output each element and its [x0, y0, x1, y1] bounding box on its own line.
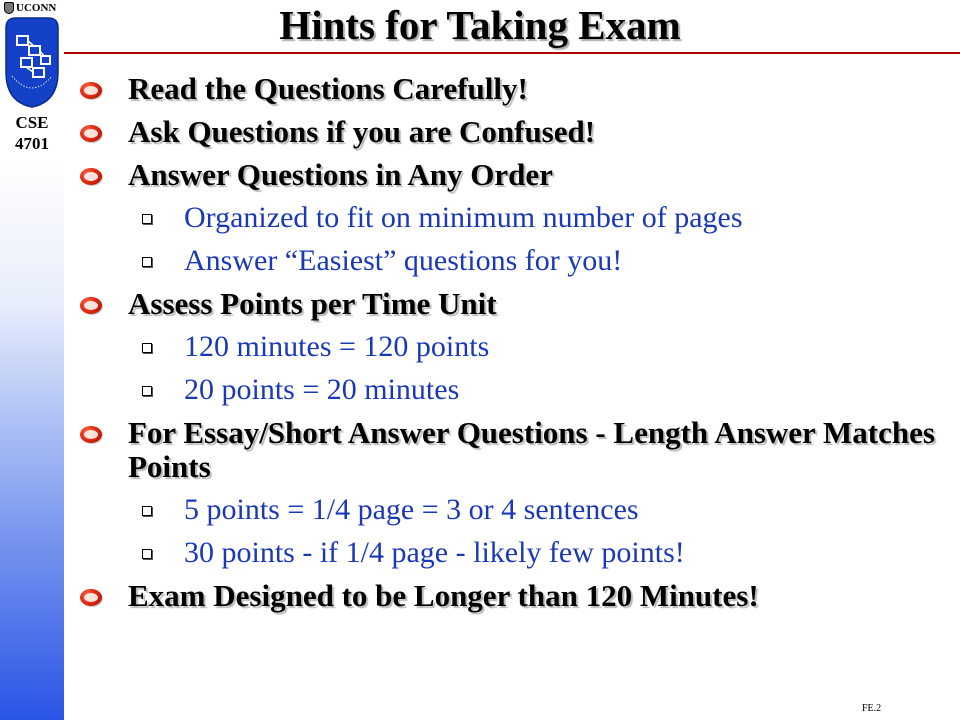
sub-bullet-item — [76, 373, 946, 407]
bullet-item — [76, 72, 946, 106]
round-bullet-icon — [80, 125, 102, 142]
bullet-text: Read the Questions Carefully! — [128, 71, 528, 106]
sub-bullet-text: Answer “Easiest” questions for you! — [184, 244, 623, 277]
sub-bullet-text: 30 points - if 1/4 page - likely few points! — [184, 536, 685, 569]
bullet-item — [76, 115, 946, 149]
org-name: UCONN — [16, 2, 57, 14]
bullet-text: Assess Points per Time Unit — [128, 286, 497, 321]
bullet-item — [76, 158, 946, 192]
round-bullet-icon — [80, 168, 102, 185]
sub-bullet-text: 20 points = 20 minutes — [184, 373, 460, 406]
square-bullet-icon — [142, 343, 152, 353]
bullet-item — [76, 416, 946, 484]
course-code: CSE 4701 — [15, 113, 49, 153]
sub-bullet-item — [76, 536, 946, 570]
sidebar — [0, 0, 64, 720]
bullet-list — [76, 72, 946, 622]
sub-bullet-text: 5 points = 1/4 page = 3 or 4 sentences — [184, 493, 639, 526]
sub-bullet-item — [76, 330, 946, 364]
sub-bullet-text: 120 minutes = 120 points — [184, 330, 490, 363]
slide-title: Hints for Taking Exam — [279, 2, 681, 48]
title-rule — [64, 52, 960, 54]
round-bullet-icon — [80, 426, 102, 443]
square-bullet-icon — [142, 506, 152, 516]
university-seal-icon — [4, 2, 14, 14]
uconn-wordmark — [4, 2, 56, 14]
department-logo-icon — [2, 14, 62, 109]
sub-bullet-text: Organized to fit on minimum number of pages — [184, 201, 743, 234]
bullet-text: Ask Questions if you are Confused! — [128, 114, 596, 149]
bullet-text: For Essay/Short Answer Questions - Length Answer Matches Points — [128, 415, 935, 484]
sub-bullet-item — [76, 493, 946, 527]
square-bullet-icon — [142, 214, 152, 224]
bullet-item — [76, 579, 946, 613]
sub-bullet-item — [76, 244, 946, 278]
square-bullet-icon — [142, 257, 152, 267]
square-bullet-icon — [142, 386, 152, 396]
round-bullet-icon — [80, 589, 102, 606]
bullet-text: Exam Designed to be Longer than 120 Minutes! — [128, 578, 759, 613]
bullet-item — [76, 287, 946, 321]
square-bullet-icon — [142, 549, 152, 559]
round-bullet-icon — [80, 82, 102, 99]
sub-bullet-item — [76, 201, 946, 235]
round-bullet-icon — [80, 297, 102, 314]
slide-number: FE.2 — [862, 703, 882, 714]
bullet-text: Answer Questions in Any Order — [128, 157, 553, 192]
